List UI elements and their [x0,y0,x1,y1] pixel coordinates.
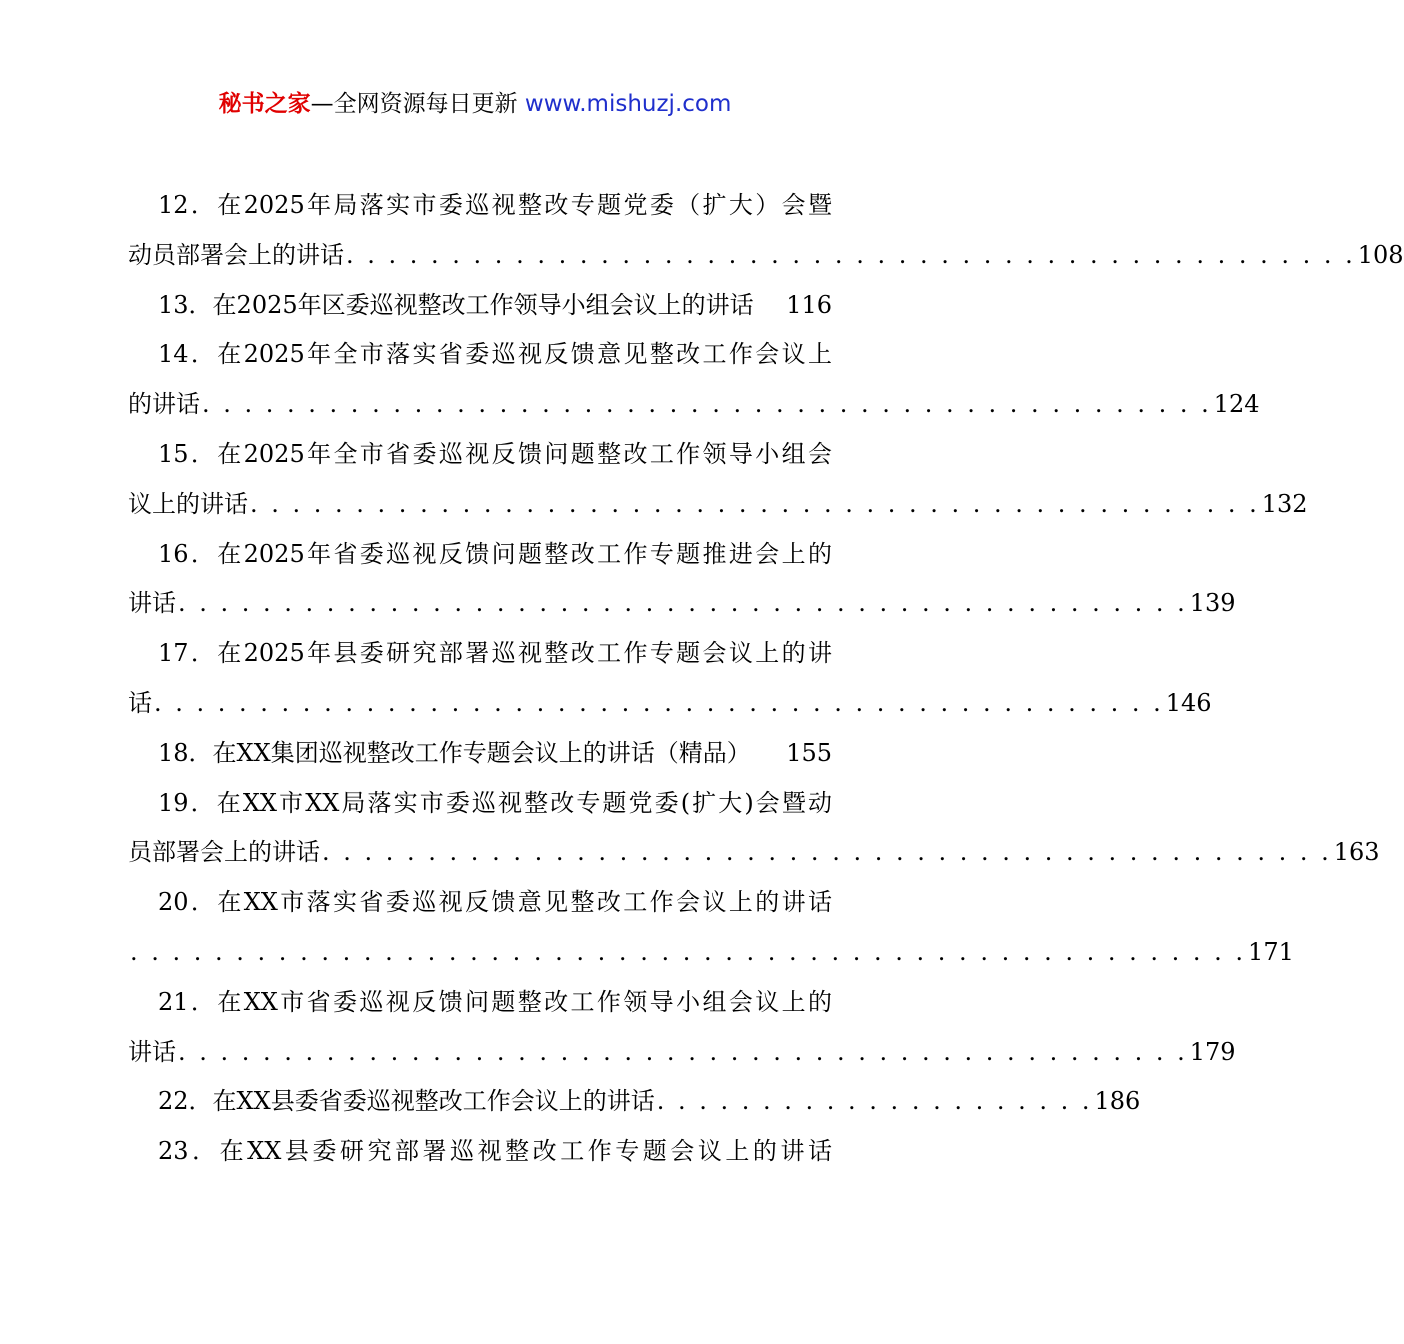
page-number: 108 [1357,240,1404,269]
table-of-contents [128,181,1404,1177]
leader-dots: . . . . . . . . . . . . . . . . . . . . . . . . . . . . . . . . . . . . . . . . . . . . . . . . [202,390,1212,419]
brand-name: 秘书之家 [218,91,311,117]
page-number: 171 [1248,937,1294,966]
leader-dots: . . . . . . . . . . . . . . . . . . . . . . . . . . . . . . . . . . . . . . . . . . . . . . . . [250,489,1260,518]
toc-entry-line: 员部署会上的讲话 . . . . . . . . . . . . . . . . . . . . . . . . . . . . . . . . . . . . . . . . . . . . . . . . 163 [128,828,832,878]
header-banner [0,86,950,122]
toc-entry-line: 16．在2025年省委巡视反馈问题整改工作专题推进会上的 [158,539,832,568]
toc-entry-line: 讲话 . . . . . . . . . . . . . . . . . . . . . . . . . . . . . . . . . . . . . . . . . . . . . . . . 179 [128,1028,832,1078]
toc-entry-line: 18．在XX集团巡视整改工作专题会议上的讲话（精品） 155 [128,729,832,779]
page-number: 139 [1189,589,1236,618]
page-number: 116 [786,290,832,319]
toc-entry-line [128,928,1294,978]
toc-entry-line: 12．在2025年局落实市委巡视整改专题党委（扩大）会暨 [158,191,832,219]
leader-dots: . . . . . . . . . . . . . . . . . . . . . . . . . . . . . . . . . . . . . . . . . . . . . . . . [154,688,1164,717]
toc-entry-line: 动员部署会上的讲话 . . . . . . . . . . . . . . . . . . . . . . . . . . . . . . . . . . . . . . . . . . . . . . . . 108 [128,231,832,281]
toc-entry-line: 话 . . . . . . . . . . . . . . . . . . . . . . . . . . . . . . . . . . . . . . . . . . . . . . . . 146 [128,679,832,729]
toc-entry-line: 14．在2025年全市落实省委巡视反馈意见整改工作会议上 [158,340,832,369]
header-slogan: —全网资源每日更新 [310,91,518,117]
toc-entry-line: 23．在XX县委研究部署巡视整改工作专题会议上的讲话 [158,1137,832,1166]
leader-dots: . . . . . . . . . . . . . . . . . . . . . . . . . . . . . . . . . . . . . . . . . . . . . . . . [346,240,1356,269]
toc-entry-line: 讲话 . . . . . . . . . . . . . . . . . . . . . . . . . . . . . . . . . . . . . . . . . . . . . . . . 139 [128,579,832,629]
leader-dots: . . . . . . . . . . . . . . . . . . . . . . . . . . . . . . . . . . . . . . . . . . . . . . . . . . . . . [130,937,1247,966]
toc-entry-line: 13．在2025年区委巡视整改工作领导小组会议上的讲话 116 [128,281,832,331]
page-number: 146 [1165,688,1212,717]
page-number: 163 [1333,838,1380,867]
leader-dots: . . . . . . . . . . . . . . . . . . . . . [656,1087,1093,1116]
leader-dots: . . . . . . . . . . . . . . . . . . . . . . . . . . . . . . . . . . . . . . . . . . . . . . . . [178,589,1188,618]
page-number: 132 [1261,489,1308,518]
toc-entry-line: 17．在2025年县委研究部署巡视整改工作专题会议上的讲 [158,639,832,668]
site-url[interactable]: www.mishuzj.com [517,91,732,117]
page-number: 124 [1213,390,1260,419]
leader-dots: . . . . . . . . . . . . . . . . . . . . . . . . . . . . . . . . . . . . . . . . . . . . . . . . [178,1037,1188,1066]
leader-dots: . . . . . . . . . . . . . . . . . . . . . . . . . . . . . . . . . . . . . . . . . . . . . . . . [322,838,1332,867]
page-number: 155 [786,738,832,767]
toc-entry-line: 议上的讲话 . . . . . . . . . . . . . . . . . . . . . . . . . . . . . . . . . . . . . . . . . . . . . . . . 132 [128,480,832,530]
page-number: 186 [1094,1087,1141,1116]
toc-entry-line: 22．在XX县委省委巡视整改工作会议上的讲话 . . . . . . . . . . . . . . . . . . . . . 186 [128,1077,832,1127]
toc-entry-line: 19．在XX市XX局落实市委巡视整改专题党委(扩大)会暨动 [158,788,832,817]
toc-entry-line: 的讲话 . . . . . . . . . . . . . . . . . . . . . . . . . . . . . . . . . . . . . . . . . . . . . . . . 124 [128,380,832,430]
toc-entry-line: 20．在XX市落实省委巡视反馈意见整改工作会议上的讲话 [158,888,832,917]
page-number: 179 [1189,1037,1236,1066]
toc-entry-line: 21．在XX市省委巡视反馈问题整改工作领导小组会议上的 [158,987,832,1016]
toc-entry-line: 15．在2025年全市省委巡视反馈问题整改工作领导小组会 [158,439,832,468]
